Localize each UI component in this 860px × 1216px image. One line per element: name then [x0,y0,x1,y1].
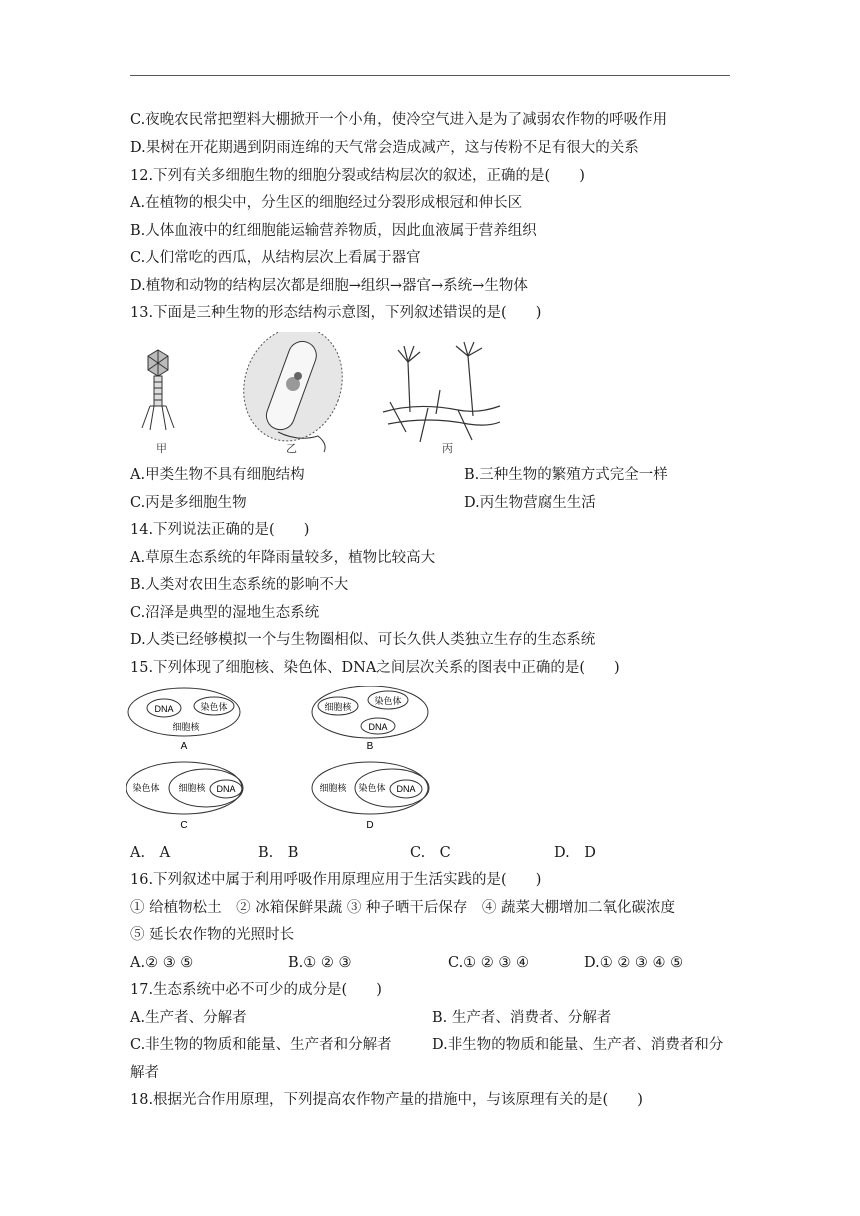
c-chromosome: 染色体 [132,783,160,793]
q11-option-d: D.果树在开花期遇到阴雨连绵的天气常会造成减产，这与传粉不足有很大的关系 [130,140,639,156]
q16-statements-2: ⑤ 延长农作物的光照时长 [130,927,295,943]
q17-option-c: C.非生物的物质和能量、生产者和分解者 [130,1037,392,1053]
label-yi: 乙 [286,442,297,455]
diagram-a [128,688,240,752]
phage-illustration [142,350,174,430]
q16-statements-1: ① 给植物松土 ② 冰箱保鲜果蔬 ③ 种子晒干后保存 ④ 蔬菜大棚增加二氧化碳浓度 [130,900,676,916]
q15-option-d: D. D [554,845,596,861]
c-nucleus: 细胞核 [178,783,206,793]
b-dna: DNA [368,722,388,732]
q14-option-b: B.人类对农田生态系统的影响不大 [130,577,349,593]
q17-option-b: B. 生产者、消费者、分解者 [432,1010,612,1026]
q14-option-d: D.人类已经够模拟一个与生物圈相似、可长久供人类独立生存的生态系统 [130,632,596,648]
q11-option-c: C.夜晚农民常把塑料大棚掀开一个小角，使冷空气进入是为了减弱农作物的呼吸作用 [130,112,668,128]
a-label: A [180,741,188,752]
c-dna: DNA [216,784,236,794]
q17-option-a: A.生产者、分解者 [130,1010,247,1026]
q13-option-a: A.甲类生物不具有细胞结构 [130,467,305,483]
q16-option-c: C.① ② ③ ④ [448,955,530,971]
q14-stem: 14.下列说法正确的是( ) [130,522,310,538]
b-nucleus: 细胞核 [324,702,352,712]
q14-option-a: A.草原生态系统的年降雨量较多，植物比较高大 [130,550,436,566]
diagram-b [312,686,428,752]
label-bing: 丙 [442,442,453,455]
q12-option-c: C.人们常吃的西瓜，从结构层次上看属于器官 [130,250,421,266]
q18-stem: 18.根据光合作用原理，下列提高农作物产量的措施中，与该原理有关的是( ) [130,1092,643,1108]
q16-option-d: D.① ② ③ ④ ⑤ [584,955,684,971]
q13-option-c: C.丙是多细胞生物 [130,495,247,511]
q17-stem: 17.生态系统中必不可少的成分是( ) [130,982,382,998]
diagram-c [126,762,243,831]
q16-option-b: B.① ② ③ [288,955,352,971]
q12-option-d: D.植物和动物的结构层次都是细胞→组织→器官→系统→生物体 [130,278,528,294]
mold-illustration [383,342,500,442]
q13-option-b: B.三种生物的繁殖方式完全一样 [464,467,668,483]
q16-stem: 16.下列叙述中属于利用呼吸作用原理应用于生活实践的是( ) [130,872,542,888]
label-jia: 甲 [156,442,167,455]
c-label: C [180,820,188,831]
q12-stem: 12.下列有关多细胞生物的细胞分裂或结构层次的叙述，正确的是( ) [130,168,585,184]
q12-option-a: A.在植物的根尖中，分生区的细胞经过分裂形成根冠和伸长区 [130,195,523,211]
q12-option-b: B.人体血液中的红细胞能运输营养物质，因此血液属于营养组织 [130,223,537,239]
b-label: B [366,741,374,752]
q15-option-b: B. B [258,845,299,861]
d-chromosome: 染色体 [358,783,386,793]
q15-option-a: A. A [130,845,171,861]
d-dna: DNA [396,784,416,794]
d-nucleus: 细胞核 [319,783,347,793]
q13-stem: 13.下面是三种生物的形态结构示意图，下列叙述错误的是( ) [130,305,542,321]
q15-stem: 15.下列体现了细胞核、染色体、DNA之间层次关系的图表中正确的是( ) [130,660,620,676]
a-dna: DNA [154,704,174,714]
q15-option-c: C. C [410,845,451,861]
q14-option-c: C.沼泽是典型的湿地生态系统 [130,605,320,621]
q16-option-a: A.② ③ ⑤ [130,955,194,971]
a-nucleus: 细胞核 [172,722,200,732]
b-chromosome: 染色体 [374,696,402,706]
q17-option-d: D.非生物的物质和能量、生产者、消费者和分 [432,1037,724,1053]
d-label: D [366,820,374,831]
diagram-d [312,762,429,831]
header-rule [130,75,730,76]
bacterium-illustration [228,332,358,455]
q17-option-d-cont: 解者 [130,1065,159,1081]
q13-option-d: D.丙生物营腐生生活 [464,495,596,511]
a-chromosome: 染色体 [200,702,228,712]
q13-organisms-figure [128,332,508,458]
q15-diagram [126,686,436,834]
